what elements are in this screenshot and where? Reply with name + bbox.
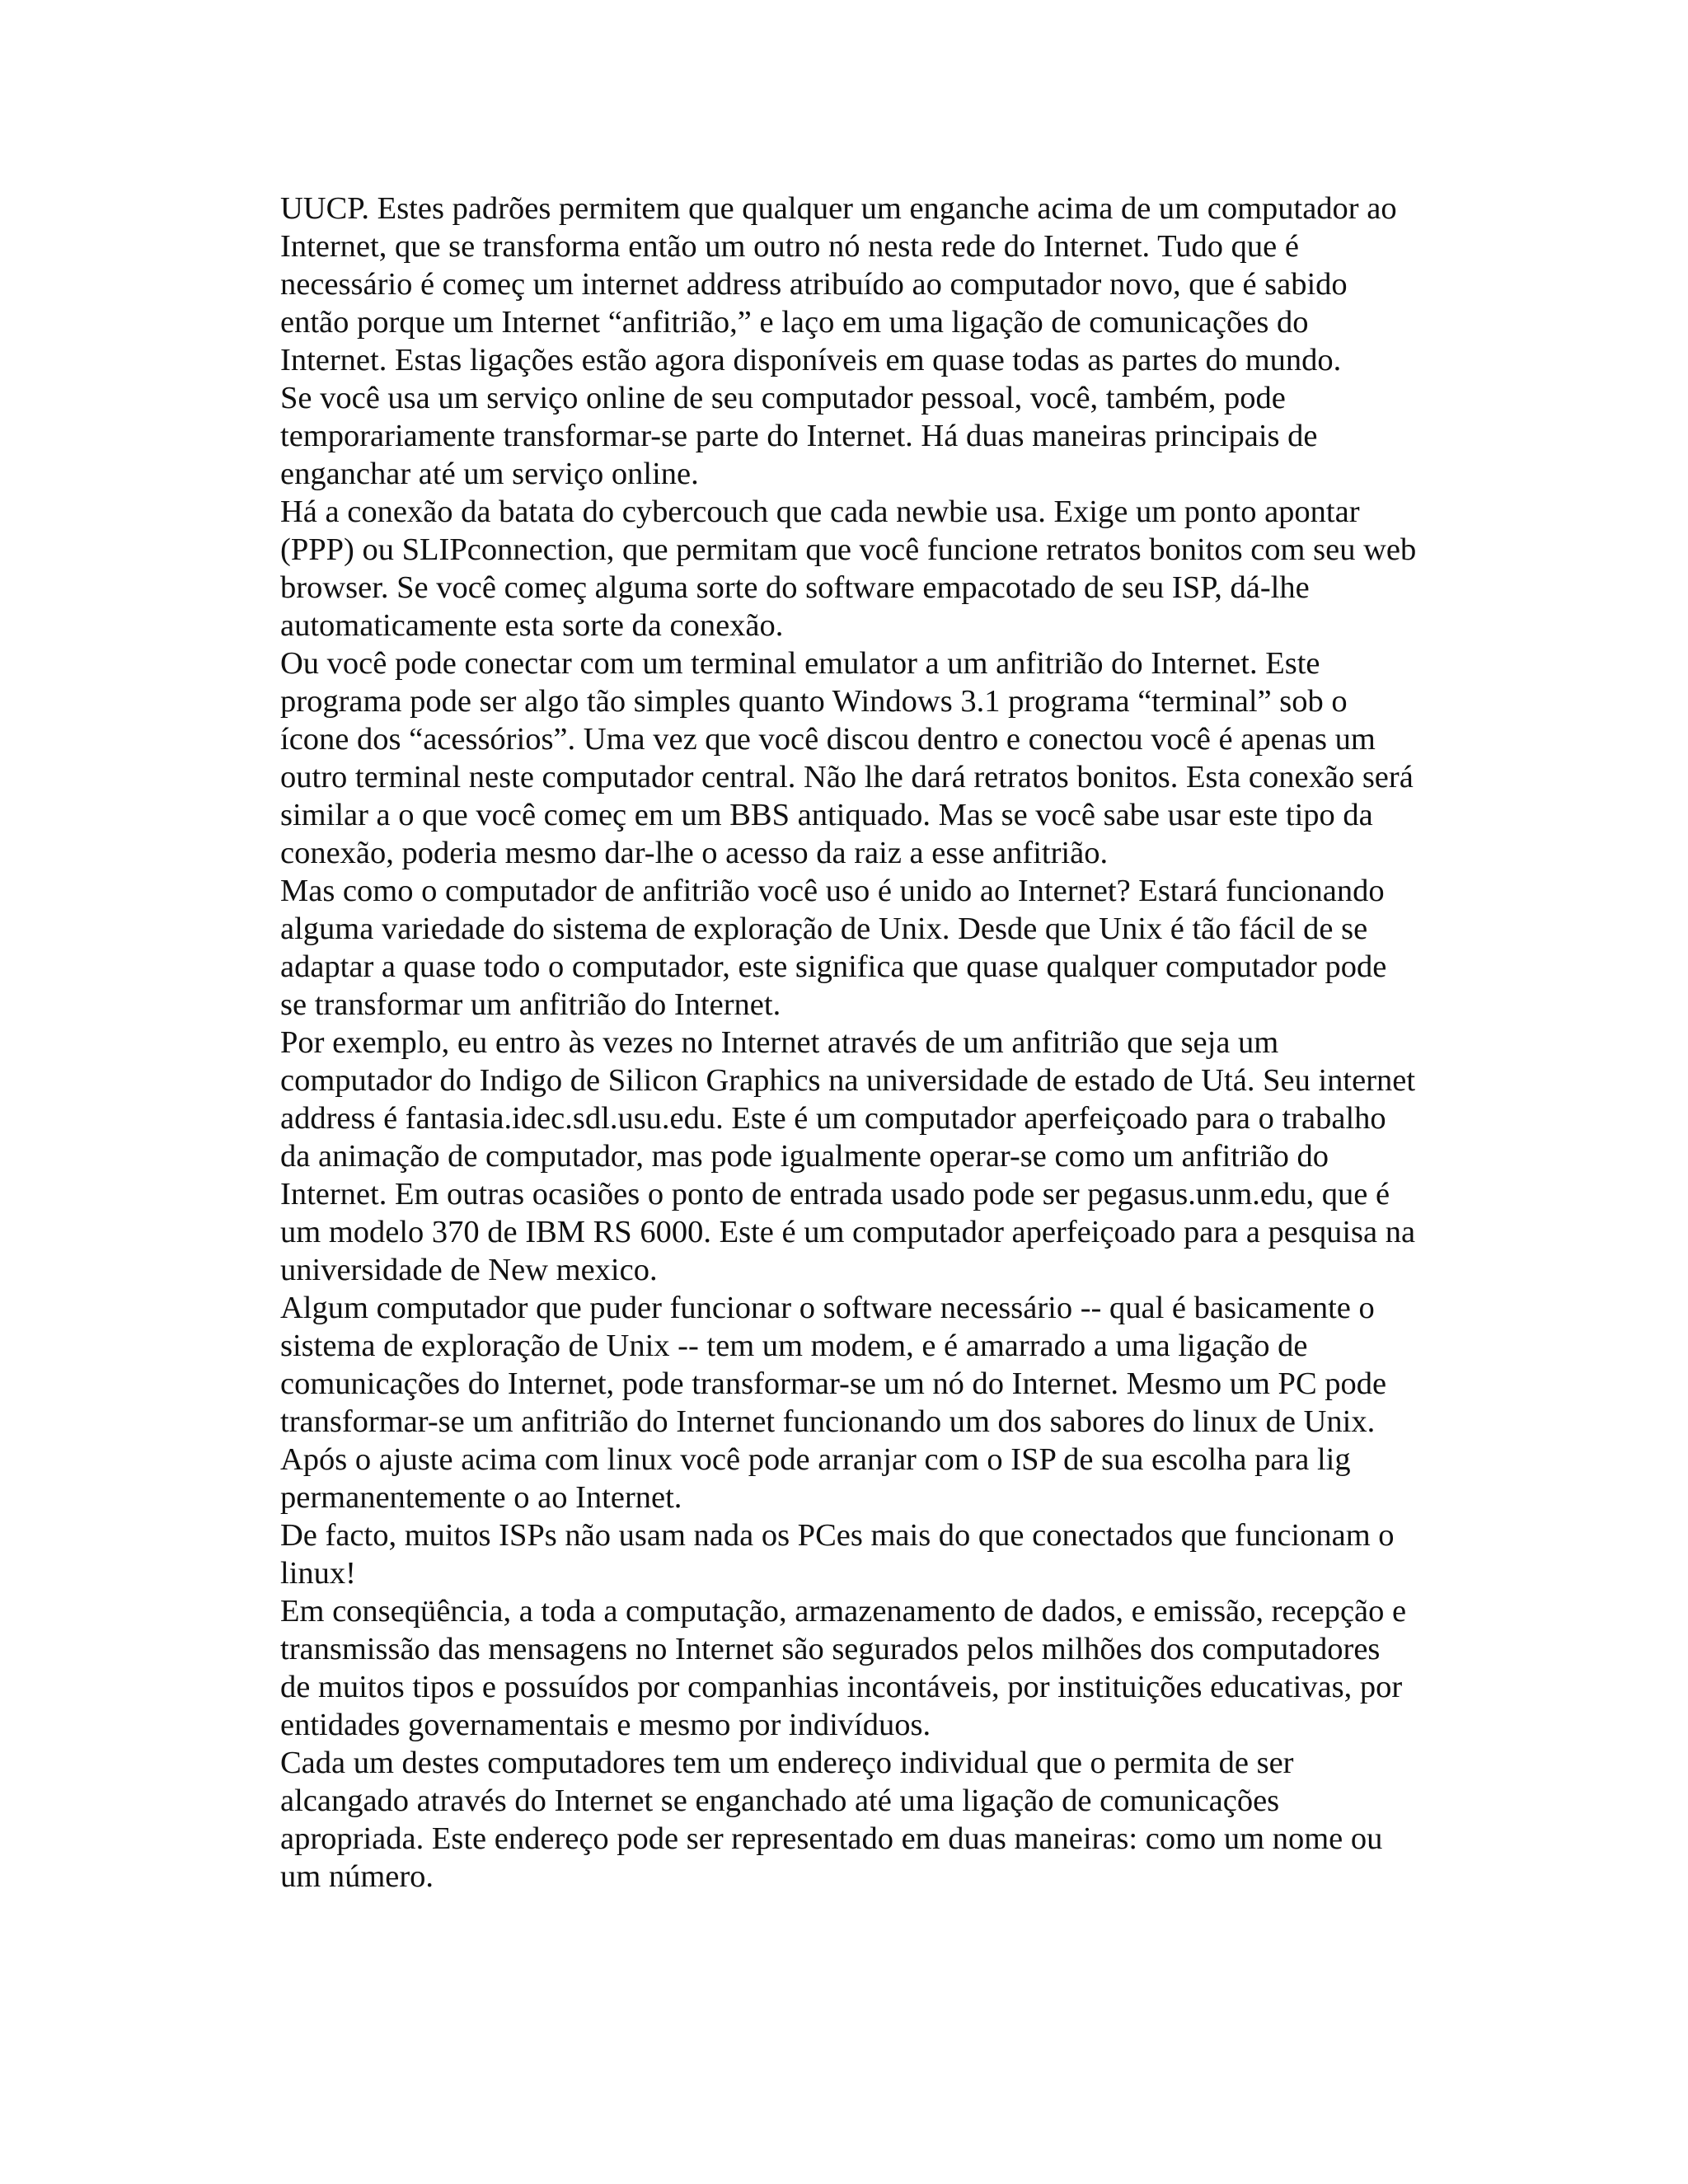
document-body	[280, 190, 1418, 1896]
paragraph-5: Mas como o computador de anfitrião você uso é unido ao Internet? Estará funcionando alguma variedade do sistema de exploração de Unix. Desde que Unix é tão fácil de se adaptar a quase todo o computador, este significa que quase qualquer computador pode se transformar um anfitrião do Internet.	[280, 874, 1387, 1022]
paragraph-8: De facto, muitos ISPs não usam nada os PCes mais do que conectados que funcionam o linux!	[280, 1518, 1395, 1591]
paragraph-3: Há a conexão da batata do cybercouch que cada newbie usa. Exige um ponto apontar (PPP) ou SLIPconnection, que permitam que você funcione retratos bonitos com seu web browser. Se você começ alguma sorte do software empacotado de seu ISP, dá-lhe automaticamente esta sorte da conexão.	[280, 494, 1417, 643]
paragraph-9: Em conseqüência, a toda a computação, armazenamento de dados, e emissão, recepção e transmissão das mensagens no Internet são segurados pelos milhões dos computadores de muitos tipos e possuídos por companhias incontáveis, por instituições educativas, por entidades governamentais e mesmo por indivíduos.	[280, 1594, 1407, 1742]
paragraph-4: Ou você pode conectar com um terminal emulator a um anfitrião do Internet. Este programa pode ser algo tão simples quanto Windows 3.1 programa “terminal” sob o ícone dos “acessórios”. Uma vez que você discou dentro e conectou você é apenas um outro terminal neste computador central. Não lhe dará retratos bonitos. Esta conexão será similar a o que você começ em um BBS antiquado. Mas se você sabe usar este tipo da conexão, poderia mesmo dar-lhe o acesso da raiz a esse anfitrião.	[280, 646, 1414, 870]
paragraph-2: Se você usa um serviço online de seu computador pessoal, você, também, pode temporariamente transformar-se parte do Internet. Há duas maneiras principais de enganchar até um serviço online.	[280, 381, 1318, 491]
paragraph-7: Algum computador que puder funcionar o software necessário -- qual é basicamente o sistema de exploração de Unix -- tem um modem, e é amarrado a uma ligação de comunicações do Internet, pode transformar-se um nó do Internet. Mesmo um PC pode transformar-se um anfitrião do Internet funcionando um dos sabores do linux de Unix. Após o ajuste acima com linux você pode arranjar com o ISP de sua escolha para lig permanentemente o ao Internet.	[280, 1291, 1387, 1515]
paragraph-6: Por exemplo, eu entro às vezes no Internet através de um anfitrião que seja um computador do Indigo de Silicon Graphics na universidade de estado de Utá. Seu internet address é fantasia.idec.sdl.usu.edu. Este é um computador aperfeiçoado para o trabalho da animação de computador, mas pode igualmente operar-se como um anfitrião do Internet. Em outras ocasiões o ponto de entrada usado pode ser pegasus.unm.edu, que é um modelo 370 de IBM RS 6000. Este é um computador aperfeiçoado para a pesquisa na universidade de New mexico.	[280, 1025, 1416, 1287]
paragraph-10: Cada um destes computadores tem um endereço individual que o permita de ser alcangado através do Internet se enganchado até uma ligação de comunicações apropriada. Este endereço pode ser representado em duas maneiras: como um nome ou um número.	[280, 1746, 1383, 1894]
paragraph-1: UUCP. Estes padrões permitem que qualquer um enganche acima de um computador ao Internet, que se transforma então um outro nó nesta rede do Internet. Tudo que é necessário é começ um internet address atribuído ao computador novo, que é sabido então porque um Internet “anfitrião,” e laço em uma ligação de comunicações do Internet. Estas ligações estão agora disponíveis em quase todas as partes do mundo.	[280, 191, 1397, 377]
